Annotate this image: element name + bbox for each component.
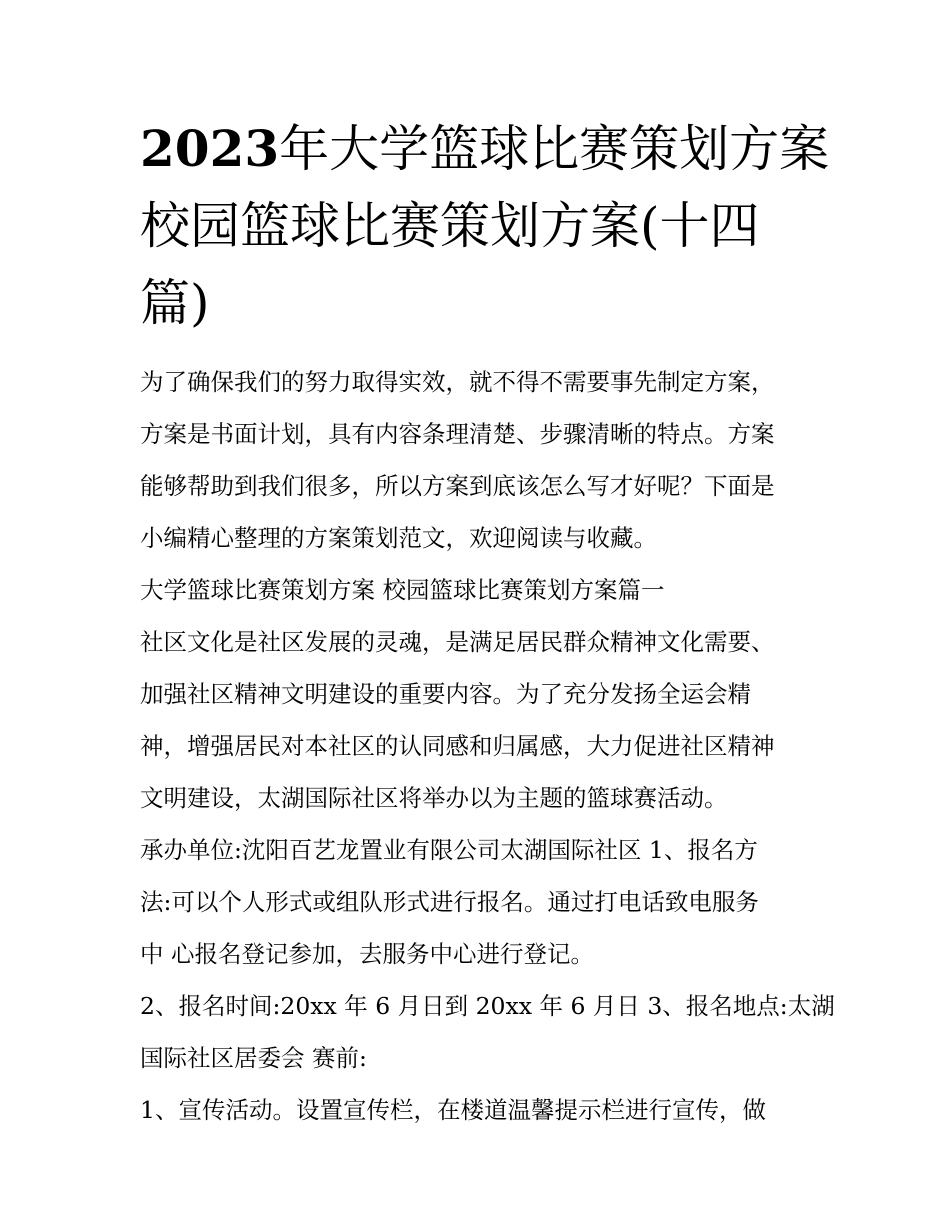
title-line-2 <box>140 188 820 265</box>
title-line-3 <box>140 265 820 342</box>
body-line: 承办单位:沈阳百艺龙置业有限公司太湖国际社区 1、报名方 <box>140 836 758 864</box>
body-line: 1、宣传活动。设置宣传栏，在楼道温馨提示栏进行宣传，做 <box>140 1096 766 1124</box>
title-year: 2023 <box>140 119 280 178</box>
body-line: 加强社区精神文明建设的重要内容。为了充分发扬全运会精 <box>140 680 751 708</box>
body-line: 2、报名时间:20xx 年 6 月日到 20xx 年 6 月日 3、报名地点:太湖 <box>140 992 835 1020</box>
section-heading: 大学篮球比赛策划方案 校园篮球比赛策划方案篇一 <box>140 576 665 604</box>
body-line: 方案是书面计划，具有内容条理清楚、步骤清晰的特点。方案 <box>140 420 775 448</box>
title-text: 篇) <box>140 274 210 332</box>
document-body <box>140 356 835 1136</box>
body-line: 文明建设，太湖国际社区将举办以为主题的篮球赛活动。 <box>140 784 728 812</box>
body-line: 社区文化是社区发展的灵魂，是满足居民群众精神文化需要、 <box>140 628 775 656</box>
body-line: 法:可以个人形式或组队形式进行报名。通过打电话致电服务 <box>140 888 759 916</box>
document-title <box>140 110 830 342</box>
body-line: 小编精心整理的方案策划范文，欢迎阅读与收藏。 <box>140 524 657 552</box>
body-line: 国际社区居委会 赛前: <box>140 1044 367 1072</box>
body-line: 神，增强居民对本社区的认同感和归属感，大力促进社区精神 <box>140 732 775 760</box>
body-line: 能够帮助到我们很多，所以方案到底该怎么写才好呢？下面是 <box>140 472 775 500</box>
body-line: 为了确保我们的努力取得实效，就不得不需要事先制定方案， <box>140 368 775 396</box>
document-page <box>140 110 835 1136</box>
title-line-1 <box>140 110 830 188</box>
body-line: 中 心报名登记参加，去服务中心进行登记。 <box>140 940 594 968</box>
title-text: 校园篮球比赛策划方案(十四 <box>140 197 760 255</box>
title-text: 年大学篮球比赛策划方案 <box>279 120 830 178</box>
